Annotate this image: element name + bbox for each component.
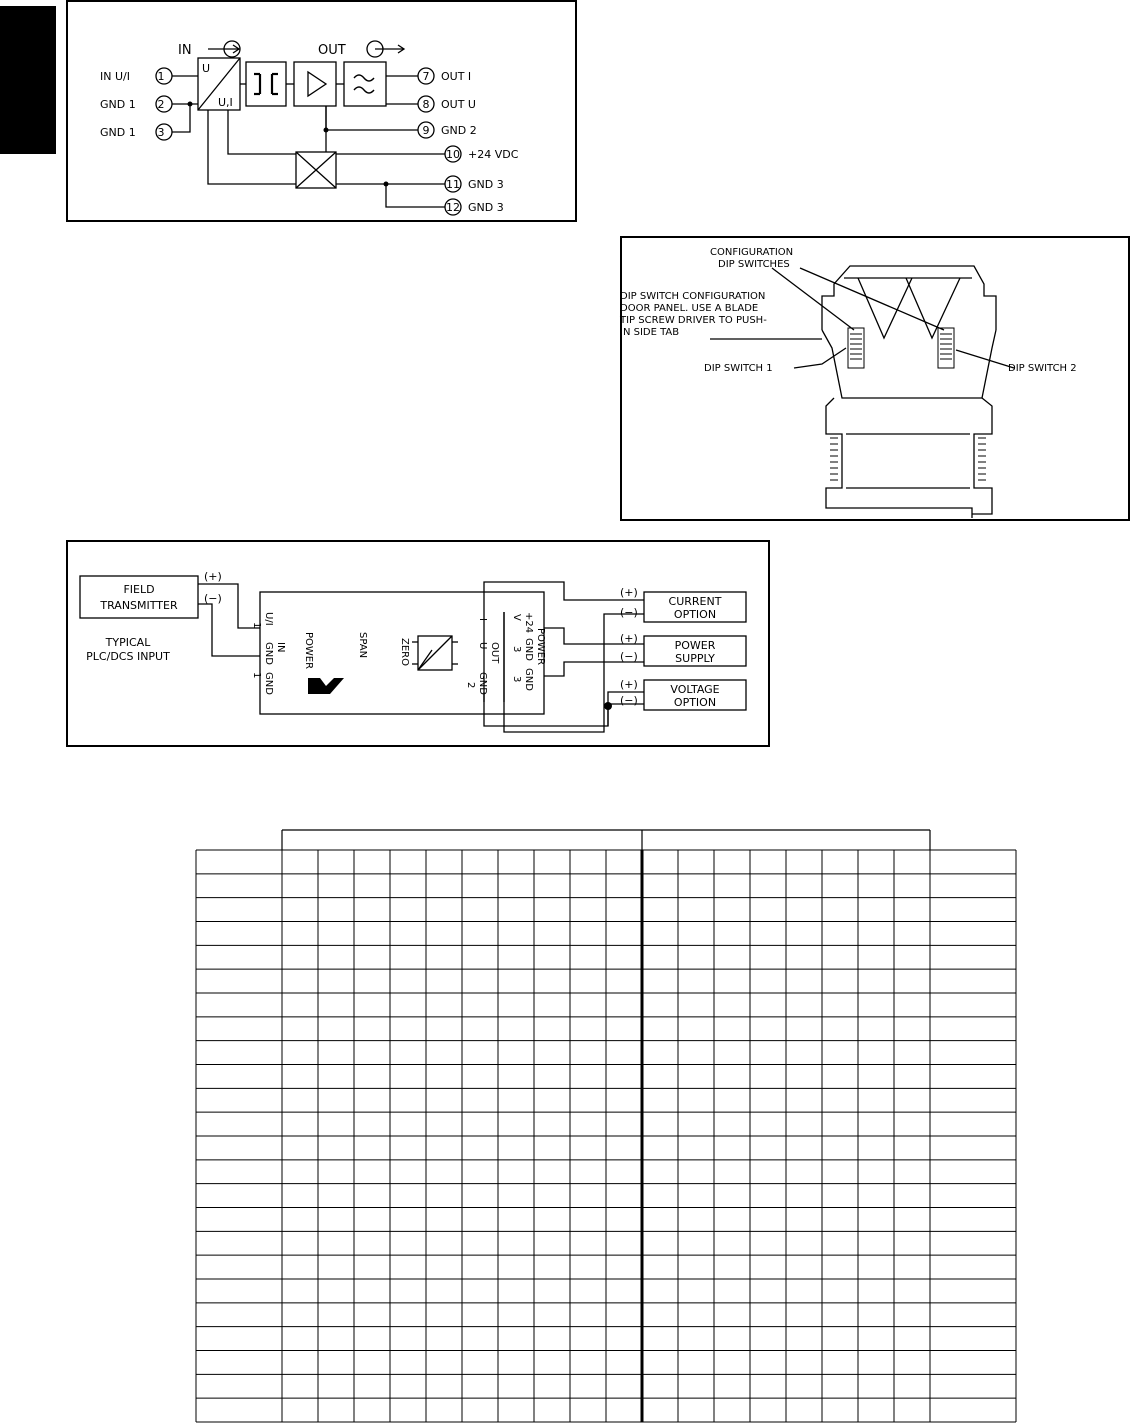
logo [308,678,344,694]
door-line-2: DOOR PANEL. USE A BLADE [620,303,759,314]
module-gnd-2: GND [263,672,274,695]
module-v: V [511,614,522,621]
module-one-b: 1 [251,672,262,679]
terminal-8-label: OUT U [441,98,476,111]
module-gnd-1: GND [263,642,274,665]
terminal-3-number: 3 [157,126,165,139]
module-power-2: POWER [535,628,546,666]
out-label: OUT [318,43,346,58]
terminal-8-number: 8 [422,98,430,111]
module-i: I [477,618,488,621]
module-gnd-5: GND [523,668,534,691]
terminal-12-number: 12 [446,201,460,214]
module-three-b: 3 [511,676,522,683]
power-plus: (+) [620,632,638,645]
power-supply-label-2: SUPPLY [675,652,715,665]
dip-switch-2-label: DIP SWITCH 2 [1008,363,1077,374]
terminal-2-number: 2 [157,98,165,111]
voltage-plus: (+) [620,678,638,691]
current-plus: (+) [620,586,638,599]
converter-top-label: U [202,62,211,75]
terminal-10-label: +24 VDC [468,148,519,161]
terminal-3-label: GND 1 [100,126,136,139]
terminal-11-number: 11 [446,178,460,191]
module-one-a: 1 [251,622,262,629]
module-gnd-3: GND [477,672,488,695]
module-gnd-4: GND [523,638,534,661]
module-out: OUT [489,642,500,664]
terminal-7-number: 7 [422,70,430,83]
transmitter-minus: (−) [204,592,222,605]
door-line-1: DIP SWITCH CONFIGURATION [620,291,766,302]
transmitter-plus: (+) [204,570,222,583]
dip-switch-panel [620,236,1130,521]
module-two: 2 [465,682,476,689]
field-transmitter-label-1: FIELD [123,583,155,596]
section-tab [0,6,56,154]
module-u: U [477,642,488,650]
terminal-9-label: GND 2 [441,124,477,137]
terminal-10-number: 10 [446,148,460,161]
module-three-a: 3 [511,646,522,653]
current-option-label-2: OPTION [673,608,717,621]
current-option-label-1: CURRENT [668,595,722,608]
typical-label-1: TYPICAL [105,636,151,649]
terminal-2-label: GND 1 [100,98,136,111]
wiring-panel [66,540,770,747]
door-line-3: TIP SCREW DRIVER TO PUSH- [620,315,767,326]
terminal-12-label: GND 3 [468,201,504,214]
config-label-2: DIP SWITCHES [718,259,790,270]
terminal-11-label: GND 3 [468,178,504,191]
terminal-1-label: IN U/I [100,70,130,83]
field-transmitter-label-2: TRANSMITTER [100,599,178,612]
module-ui: U/I [263,612,274,626]
current-minus: (−) [620,606,638,619]
in-label: IN [178,43,192,58]
power-supply-label-1: POWER [674,639,716,652]
block-diagram-panel [66,0,577,222]
terminal-9-number: 9 [422,124,430,137]
voltage-option-label-2: OPTION [673,696,717,709]
wiring-diagram [68,542,772,749]
converter-bottom-label: U,I [218,96,233,109]
power-minus: (−) [620,650,638,663]
module-24: +24 [523,612,534,634]
voltage-minus: (−) [620,694,638,707]
terminal-1-number: 1 [157,70,165,83]
typical-label-2: PLC/DCS INPUT [86,650,170,663]
voltage-option-label-1: VOLTAGE [670,683,720,696]
module-span: SPAN [357,632,368,659]
dip-switch-1-label: DIP SWITCH 1 [704,363,773,374]
terminal-7-label: OUT I [441,70,472,83]
config-label-1: CONFIGURATION [710,247,794,258]
block-diagram [68,2,579,224]
door-line-4: IN SIDE TAB [620,327,680,338]
module-power: POWER [303,632,314,670]
dip-switch-diagram [622,238,1130,523]
module-zero: ZERO [399,638,410,666]
module-in: IN [275,642,286,653]
configuration-grid-lines [196,828,1018,1424]
